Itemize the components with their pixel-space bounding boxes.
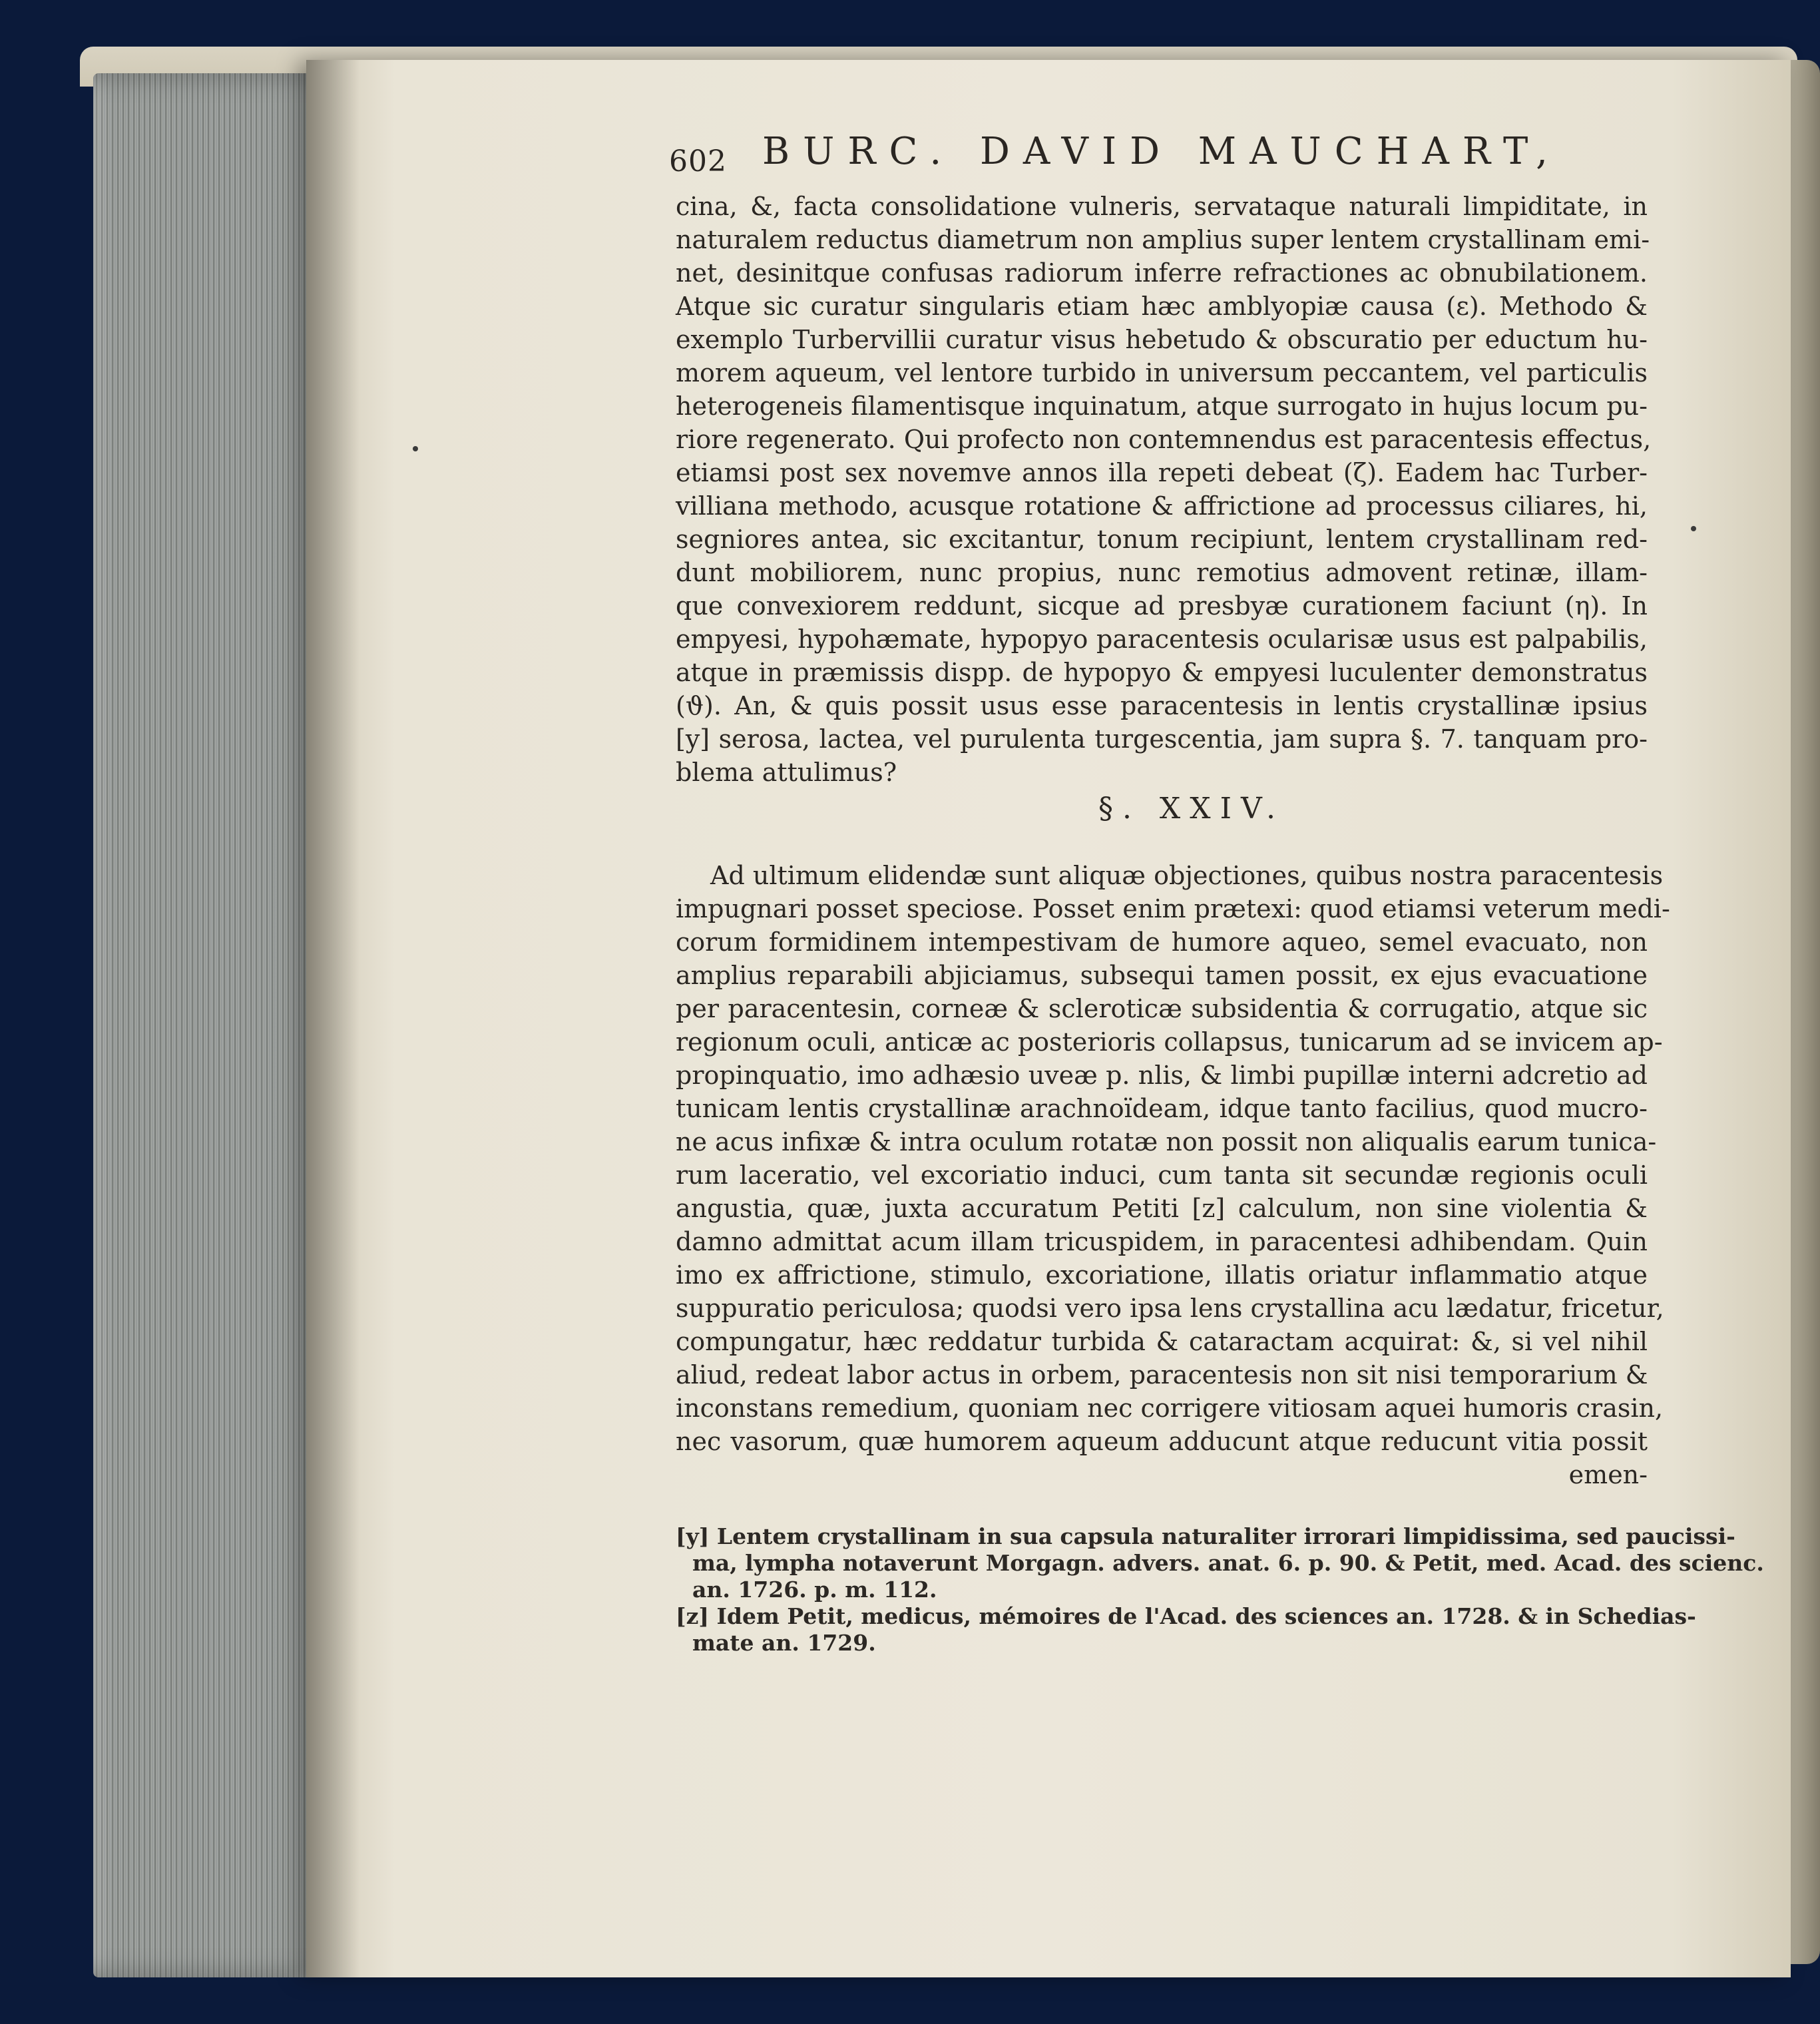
page-number: 602 bbox=[669, 144, 727, 178]
footnote-line: [y] Lentem crystallinam in sua capsula naturaliter irrorari limpidissima, sed paucissi- bbox=[676, 1523, 1735, 1549]
text-line: Ad ultimum elidendæ sunt aliquæ objectiones, quibus nostra paracentesis bbox=[710, 861, 1664, 890]
footnote-line: ma, lympha notaverunt Morgagn. advers. anat. 6. p. 90. & Petit, med. Acad. des scienc. bbox=[692, 1550, 1764, 1576]
text-line: cina, &, facta consolidatione vulneris, servataque naturali limpiditate, in bbox=[676, 192, 1648, 221]
text-line: propinquatio, imo adhæsio uveæ p. nlis, & limbi pupillæ interni adcretio ad bbox=[676, 1061, 1648, 1090]
text-line: per paracentesin, corneæ & scleroticæ subsidentia & corrugatio, atque sic bbox=[676, 994, 1648, 1023]
text-line: dunt mobiliorem, nunc propius, nunc remotius admovent retinæ, illam- bbox=[676, 558, 1648, 587]
gutter-shadow bbox=[306, 60, 359, 1977]
text-line: regionum oculi, anticæ ac posterioris collapsus, tunicarum ad se invicem ap- bbox=[676, 1027, 1663, 1057]
text-line: corum formidinem intempestivam de humore aqueo, semel evacuato, non bbox=[676, 927, 1648, 957]
text-line: aliud, redeat labor actus in orbem, paracentesis non sit nisi temporarium & bbox=[676, 1360, 1648, 1390]
text-line: compungatur, hæc reddatur turbida & cataractam acquirat: &, si vel nihil bbox=[676, 1327, 1648, 1356]
text-line: atque in præmissis dispp. de hypopyo & empyesi luculenter demonstratus bbox=[676, 658, 1648, 687]
text-line: rum laceratio, vel excoriatio induci, cum tanta sit secundæ regionis oculi bbox=[676, 1160, 1648, 1190]
text-line: impugnari posset speciose. Posset enim prætexi: quod etiamsi veterum medi- bbox=[676, 894, 1670, 923]
text-line: angustia, quæ, juxta accuratum Petiti [z] calculum, non sine violentia & bbox=[676, 1194, 1648, 1223]
text-line: riore regenerato. Qui profecto non contemnendus est paracentesis effectus, bbox=[676, 425, 1652, 454]
text-line: imo ex affrictione, stimulo, excoriatione, illatis oriatur inflammatio atque bbox=[676, 1260, 1648, 1290]
catchword: emen- bbox=[1568, 1460, 1648, 1489]
text-line: naturalem reductus diametrum non amplius super lentem crystallinam emi- bbox=[676, 225, 1650, 254]
text-line: inconstans remedium, quoniam nec corrigere vitiosam aquei humoris crasin, bbox=[676, 1393, 1664, 1423]
section-heading: §. XXIV. bbox=[1098, 792, 1285, 826]
text-line: damno admittat acum illam tricuspidem, in paracentesi adhibendam. Quin bbox=[676, 1227, 1648, 1256]
text-line: villiana methodo, acusque rotatione & affrictione ad processus ciliares, hi, bbox=[676, 491, 1648, 521]
text-line: suppuratio periculosa; quodsi vero ipsa lens crystallina acu lædatur, fricetur, bbox=[676, 1294, 1664, 1323]
text-line: empyesi, hypohæmate, hypopyo paracentesis ocularisæ usus est palpabilis, bbox=[676, 625, 1648, 654]
text-line: (ϑ). An, & quis possit usus esse paracentesis in lentis crystallinæ ipsius bbox=[676, 691, 1648, 720]
text-line: que convexiorem reddunt, sicque ad presbyæ curationem faciunt (η). In bbox=[676, 591, 1648, 621]
text-line: segniores antea, sic excitantur, tonum recipiunt, lentem crystallinam red- bbox=[676, 525, 1648, 554]
text-line: amplius reparabili abjiciamus, subsequi tamen possit, ex ejus evacuatione bbox=[676, 961, 1648, 990]
page-text bbox=[606, 130, 1764, 1656]
body-after-section bbox=[606, 859, 1670, 1458]
running-head bbox=[606, 130, 1644, 190]
text-line: blema attulimus? bbox=[676, 758, 897, 787]
body-before-section bbox=[606, 190, 1652, 789]
text-line: net, desinitque confusas radiorum inferre refractiones ac obnubilationem. bbox=[676, 258, 1648, 288]
running-title: BURC. DAVID MAUCHART, bbox=[762, 130, 1561, 173]
paper-speck bbox=[413, 446, 418, 451]
text-line: [y] serosa, lactea, vel purulenta turgescentia, jam supra §. 7. tanquam pro- bbox=[676, 724, 1648, 754]
footnote-line: mate an. 1729. bbox=[692, 1630, 876, 1656]
text-line: heterogeneis filamentisque inquinatum, atque surrogato in hujus locum pu- bbox=[676, 391, 1648, 421]
footnote-line: [z] Idem Petit, medicus, mémoires de l'Acad. des sciences an. 1728. & in Schedias- bbox=[676, 1603, 1696, 1629]
text-line: nec vasorum, quæ humorem aqueum adducunt atque reducunt vitia possit bbox=[676, 1427, 1648, 1456]
footnotes bbox=[606, 1523, 1764, 1656]
text-line: ne acus infixæ & intra oculum rotatæ non possit non aliqualis earum tunica- bbox=[676, 1127, 1657, 1156]
footnote-line: an. 1726. p. m. 112. bbox=[692, 1577, 937, 1603]
text-line: tunicam lentis crystallinæ arachnoïdeam, idque tanto facilius, quod mucro- bbox=[676, 1094, 1648, 1123]
text-line: Atque sic curatur singularis etiam hæc amblyopiæ causa (ε). Methodo & bbox=[676, 292, 1648, 321]
text-line: morem aqueum, vel lentore turbido in universum peccantem, vel particulis bbox=[676, 358, 1648, 387]
text-line: etiamsi post sex novemve annos illa repeti debeat (ζ). Eadem hac Turber- bbox=[676, 458, 1648, 487]
text-line: exemplo Turbervillii curatur visus hebetudo & obscuratio per eductum hu- bbox=[676, 325, 1648, 354]
paper-speck bbox=[1691, 526, 1696, 531]
